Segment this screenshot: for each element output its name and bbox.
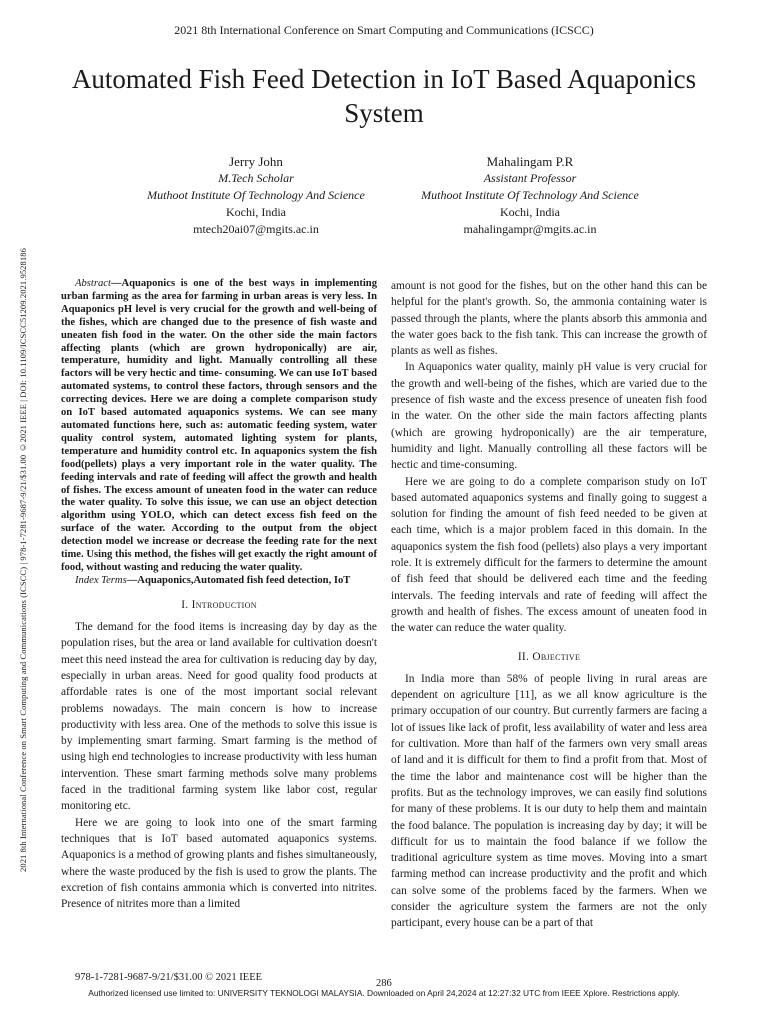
abstract-label: Abstract [75,278,111,289]
author-location: Kochi, India [500,205,560,219]
license-notice: Authorized licensed use limited to: UNIVERSITY TEKNOLOGI MALAYSIA. Downloaded on April 24,2024 at 12:27:32 UTC from IEEE Xplore. Restrictions apply. [88,988,680,998]
section-heading-objective: II. Objective [517,650,581,663]
author-email: mahalingampr@mgits.ac.in [463,222,597,236]
index-terms-label: Index Terms [75,574,127,586]
objective-paragraph-1: In India more than 58% of people living in rural areas are dependent on agriculture [11], as we all know agriculture is the primary occupation of our country. But currently farmers are facing a lot of issues like lack of profit, less availability of water and less area for cultivation. More than half of the farmers own very small areas of land and it is difficult for them to find a profit from that. Most of the time the labor and maintenance cost will be higher than the profits. But as the technology improves, we can easily find solutions for many of these problems. It is our duty to help them and maintain the food balance. The population is increasing day by day; it will be difficult for us to maintain the food balance if we follow the traditional agriculture system as time moves. Moving into a smart farming method can increase productivity and the profit and which can solve some of the problems faced by the farmers. When we consider the agriculture system the farmers are not the only participant, every house can be a part of that [391,672,707,930]
doi-side-stamp: 2021 8th International Conference on Smart Computing and Communications (ICSCC) | 978-1-7281-9687-9/21/$31.00 ©2021 IEEE | DOI: 10.1109/ICSCC51209.2021.9528186 [18,248,28,872]
author-name: Jerry John [229,154,283,169]
author-block-2 [380,153,680,238]
intro-paragraph-1: The demand for the food items is increasing day by day as the population rises, but the area or land available for cultivation doesn't meet this need instead the area for cultivation is reducing day by day, especially in urban areas. Need for good quality food products at affordable rates is one of the most important social relevant problems nowadays. The main concern is how to increase productivity with less area. One of the methods to solve this issue is by implementing smart farming. Smart farming is the method of using high end technologies to increase productivity with less human intervention. These smart farming methods solve many problems faced in the traditional farming system like labor cost, regular monitoring etc. [61,621,377,813]
index-terms [61,575,377,588]
author-location: Kochi, India [226,205,286,219]
abstract [61,278,377,575]
page-number: 286 [376,978,392,989]
conference-header: 2021 8th International Conference on Smart Computing and Communications (ICSCC) [174,23,594,37]
author-institution: Muthoot Institute Of Technology And Science [147,188,365,202]
author-institution: Muthoot Institute Of Technology And Science [421,188,639,202]
index-terms-text: —Aquaponics,Automated fish feed detection, IoT [126,574,351,586]
isbn-footer: 978-1-7281-9687-9/21/$31.00 © 2021 IEEE [75,972,263,983]
author-name: Mahalingam P.R [486,154,574,169]
author-email: mtech20ai07@mgits.ac.in [193,222,319,236]
left-column [61,278,377,912]
author-block-1 [106,153,406,238]
abstract-text: —Aquaponics is one of the best ways in implementing urban farming as the area for farming in urban areas is very less. In Aquaponics pH level is very crucial for the growth and well-being of the fishes, which are changed due to the presence of fish waste and uneaten fish food in the water. On the other side the main factors affecting plants (which are grown hydroponically) are air, temperature, humidity and light. Manually controlling all these factors will be very hectic and time- consuming. We can use IoT based automated systems, to control these factors, through sensors and the correcting devices. Here we are doing a complete comparison study on IoT based automated aquaponics systems. We can see many automated functions here, such as: automatic feeding system, water quality control system, automated lighting system for plants, temperature and humidity control etc. In aquaponics system the fish food(pellets) plays a very important role in the water quality. The feeding intervals and rate of feeding will affect the growth and health of fishes. The excess amount of uneaten food in the water can reduce the water quality. To solve this issue, we can use an object detection algorithm using YOLO, which can detect excess fish feed on the surface of the water. According to the output from the object detection model we increase or decrease the feeding rate for the next time. Using this method, the fishes will get exactly the right amount of food, without wasting and reducing the water quality. [61,278,377,573]
intro-paragraph-2-cont: amount is not good for the fishes, but on the other hand this can be helpful for the plant's growth. So, the ammonia containing water is passed through the plants, where the plants absorb this ammonia and the water goes back to the fish tank. This can increase the growth of plants as well as fishes. [391,280,707,358]
intro-paragraph-4: Here we are going to do a complete comparison study on IoT based automated aquaponics systems and finally going to suggest a solution for finding the amount of fish feed needed to be given at each time, which is a major problem faced in this domain. In the aquaponics system the fish food (pellets) also plays a very important role. It is extremely difficult for the farmers to determine the amount of fish feed that should be delivered each time and the feeding intervals. The feeding intervals and rate of feeding will affect the growth and health of fishes. The excess amount of uneaten food in the water can reduce the water quality. [391,475,707,635]
author-role: Assistant Professor [483,171,577,185]
intro-paragraph-2: Here we are going to look into one of the smart farming techniques that is IoT based automated aquaponics systems. Aquaponics is a method of growing plants and fishes simultaneously, where the waste produced by the fish is used to grow the plants. The excretion of fish contains ammonia which is converted into nitrites. Presence of nitrites more than a limited [61,816,377,911]
right-column [391,278,707,932]
paper-title: Automated Fish Feed Detection in IoT Based Aquaponics System [71,64,697,128]
author-role: M.Tech Scholar [218,171,294,185]
intro-paragraph-3: In Aquaponics water quality, mainly pH value is very crucial for the growth and well-being of the fishes, which are varied due to the presence of fish waste and the excess presence of uneaten fish food in the water. On the other side the main factors affecting plants (which are growing hydroponically) are the air temperature, humidity and light. Manually controlling all these factors will be hectic and time-consuming. [391,361,707,472]
section-heading-introduction: I. Introduction [181,598,257,611]
